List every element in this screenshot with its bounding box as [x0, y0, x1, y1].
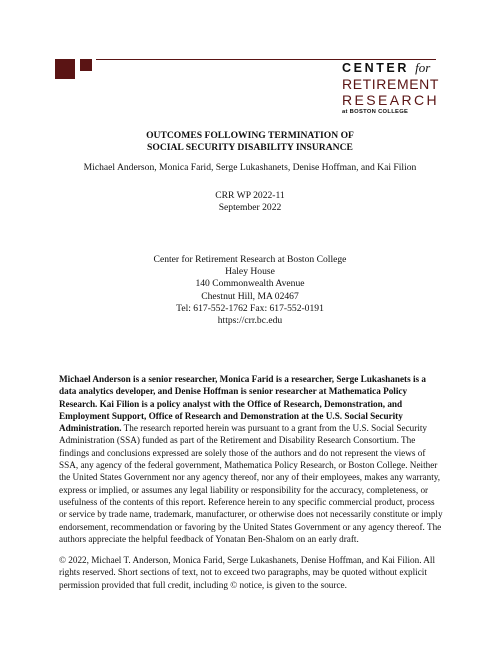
logo-square-large	[55, 59, 75, 79]
disclaimer-paragraph	[59, 373, 444, 545]
address-website: https://crr.bc.edu	[217, 315, 283, 327]
paper-title	[0, 130, 500, 154]
working-paper-date: September 2022	[218, 202, 282, 214]
disclaimer-text: The research reported herein was pursuant to a grant from the U.S. Social Security Administration (SSA) funded as part of the Retirement and Disability Research Consortium. The findings and conclusions expressed are solely those of the authors and do not represent the views of SSA, any agency of the federal government, Mathematica Policy Research, or Boston College. Neither the United States Government nor any agency thereof, nor any of their employees, makes any warranty, express or implied, or assumes any legal liability or responsibility for the accuracy, completeness, or usefulness of the contents of this report. Reference herein to any specific commercial product, process or service by trade name, trademark, manufacturer, or otherwise does not necessarily constitute or imply endorsement, recommendation or favoring by the United States Government or any agency thereof. The authors appreciate the helpful feedback of Yonatan Ben-Shalom on an early draft.	[59, 423, 443, 544]
header-rule	[96, 59, 436, 60]
logo-line-center: CENTER	[342, 61, 409, 75]
working-paper-info	[0, 190, 500, 214]
title-line-1: OUTCOMES FOLLOWING TERMINATION OF	[146, 130, 354, 141]
logo-square-small	[80, 59, 92, 71]
address-building: Haley House	[225, 266, 275, 278]
address-street: 140 Commonwealth Avenue	[195, 278, 305, 290]
address-org: Center for Retirement Research at Boston College	[153, 254, 347, 265]
logo-line-retirement: RETIREMENT	[342, 75, 439, 92]
logo-line-boston-college: at BOSTON COLLEGE	[342, 108, 409, 115]
crr-logo	[342, 61, 442, 115]
author-list: Michael Anderson, Monica Farid, Serge Lukashanets, Denise Hoffman, and Kai Filion	[83, 162, 417, 173]
logo-line-for: for	[415, 60, 431, 75]
address-phone: Tel: 617-552-1762 Fax: 617-552-0191	[176, 302, 324, 314]
logo-line-research: RESEARCH	[342, 91, 439, 108]
address-block	[0, 254, 500, 327]
author-affiliations: Michael Anderson is a senior researcher, Monica Farid is a researcher, Serge Lukashanets is a data analytics developer, and Denise Hoffman is senior researcher at Mathematica Policy Research. Kai Filion is a policy analyst with the Office of Research, Demonstration, and Employment Support, Office of Research and Demonstration at the U.S. Social Security Administration.	[59, 374, 426, 434]
title-line-2: SOCIAL SECURITY DISABILITY INSURANCE	[147, 142, 353, 153]
address-city: Chestnut Hill, MA 02467	[201, 290, 299, 302]
working-paper-number: CRR WP 2022-11	[215, 190, 285, 201]
copyright-notice: © 2022, Michael T. Anderson, Monica Farid, Serge Lukashanets, Denise Hoffman, and Kai Filion. All rights reserved. Short sections of text, not to exceed two paragraphs, may be quoted without explicit permission provided that full credit, including © notice, is given to the source.	[59, 555, 436, 590]
